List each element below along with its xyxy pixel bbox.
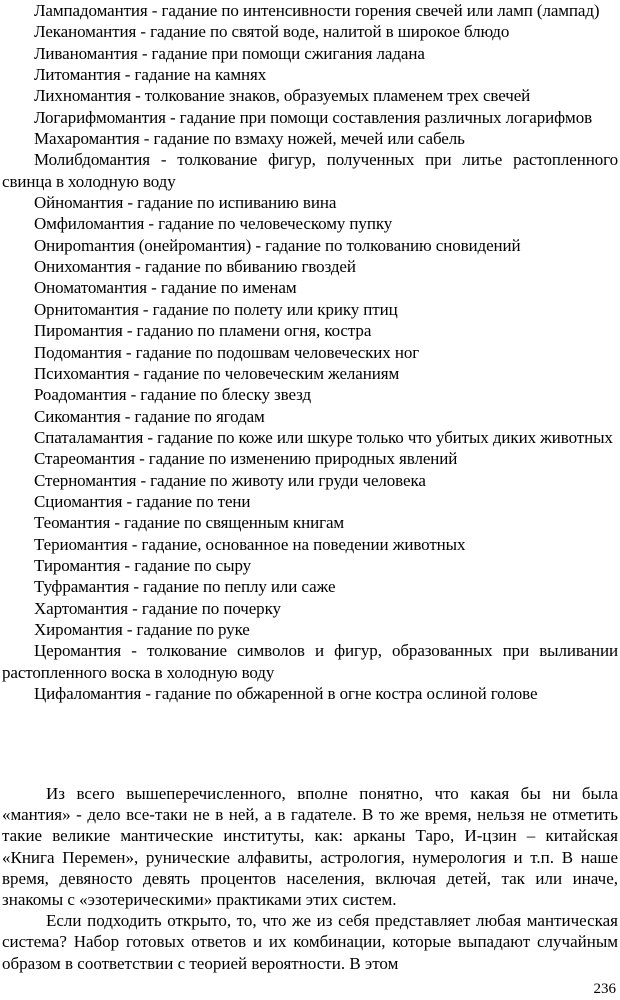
glossary-entry-theriomancy: Териомантия - гадание, основанное на поведении животных xyxy=(34,534,466,554)
glossary-entry-libanomancy: Ливаномантия - гадание при помощи сжигания ладана xyxy=(34,43,425,63)
glossary-entry-onomatomancy: Ономатомантия - гадание по именам xyxy=(34,278,297,298)
glossary-entry-sycomancy: Сикомантия - гадание по ягодам xyxy=(34,406,265,426)
glossary-entry-chiromancy: Хиромантия - гадание по руке xyxy=(34,619,250,639)
glossary-entry-onychomancy: Онихомантия - гадание по вбиванию гвоздей xyxy=(34,257,356,277)
glossary-entry-spatalamancy: Спаталамантия - гадание по коже или шкуре только что убитых диких животных xyxy=(34,427,613,447)
glossary-entry-sternomancy: Стерномантия - гадание по животу или груди человека xyxy=(34,470,426,490)
paragraph-mantic-system: Если подходить открыто, то, что же из себя представляет любая мантическая система? Набор готовых ответов и их комбинации, которые выпадают случайным образом в соответствии с теорией вероятности. В этом xyxy=(2,911,618,973)
page-number: 236 xyxy=(593,981,616,997)
glossary-entry-macharomancy: Махаромантия - гадание по взмаху ножей, мечей или сабель xyxy=(34,129,465,149)
glossary-entry-podomancy: Подомантия - гадание по подошвам человеческих ног xyxy=(34,342,420,362)
glossary-entry-theomancy: Теомантия - гадание по священным книгам xyxy=(34,513,345,533)
glossary-entry-logarithmancy: Логарифмомантия - гадание при помощи составления различных логарифмов xyxy=(34,107,593,127)
glossary-entry-kephalomancy: Цифаломантия - гадание по обжаренной в огне костра ослиной голове xyxy=(34,684,538,703)
glossary-entry-lampadomancy: Лампадомантия - гадание по интенсивности горения свечей или ламп (лампад) xyxy=(34,1,600,20)
glossary-entry-pyromancy: Пиромантия - гаданио по пламени огня, костра xyxy=(34,321,372,341)
glossary-entry-oneiromancy: Онирomaнтия (онейромантия) - гадание по толкованию сновидений xyxy=(34,235,521,255)
glossary-entry-lithomancy: Литомантия - гадание на камнях xyxy=(34,65,267,85)
glossary-entry-psychomancy: Психомантия - гадание по человеческим желаниям xyxy=(34,363,400,383)
glossary-entry-lecanomancy: Леканомантия - гадание по святой воде, налитой в широкое блюдо xyxy=(34,22,510,42)
glossary-entry-ornithomancy: Орнитомантия - гадание по полету или крику птиц xyxy=(34,299,398,319)
glossary-entry-chartomancy: Хартомантия - гадание по почерку xyxy=(34,598,281,618)
glossary-entry-roadomancy: Роадомантия - гадание по блеску звезд xyxy=(34,385,311,405)
glossary-entry-molybdomancy: Молибдомантия - толкование фигур, полученных при литье растопленного свинца в холодную воду xyxy=(2,150,618,191)
glossary-entry-omphalomancy: Омфиломантия - гадание по человеческому пупку xyxy=(34,214,393,234)
body-text xyxy=(2,783,618,974)
glossary-entry-ceromancy: Церомантия - толкование символов и фигур, образованных при выливании растопленного воска в холодную воду xyxy=(2,641,618,682)
glossary-entry-oinomancy: Ойномантия - гадание по испиванию вина xyxy=(34,193,337,213)
glossary-entry-stareomancy: Стареомантия - гадание по изменению природных явлений xyxy=(34,449,458,469)
glossary-entry-lychnomancy: Лихномантия - толкование знаков, образуемых пламенем трех свечей xyxy=(34,86,531,106)
glossary-entry-tephramancy: Туфрамантия - гадание по пеплу или саже xyxy=(34,577,336,597)
paragraph-mantic-institutions: Из всего вышеперечисленного, вполне понятно, что какая бы ни была «мантия» - дело все-таки не в ней, а в гадателе. В то же время, нельзя не отметить такие великие мантические институты, как: арканы Таро, И-цзин – китайская «Книга Перемен», рунические алфавиты, астрология, нумерология и т.п. В наше время, девяносто девять процентов населения, включая детей, так или иначе, знакомы с «эзотерическими» практиками этих систем. xyxy=(2,784,618,910)
glossary-entry-sciomancy: Сциомантия - гадание по тени xyxy=(34,491,251,511)
glossary-entry-tyromancy: Тиромантия - гадание по сыру xyxy=(34,555,252,575)
divination-glossary xyxy=(2,0,618,704)
